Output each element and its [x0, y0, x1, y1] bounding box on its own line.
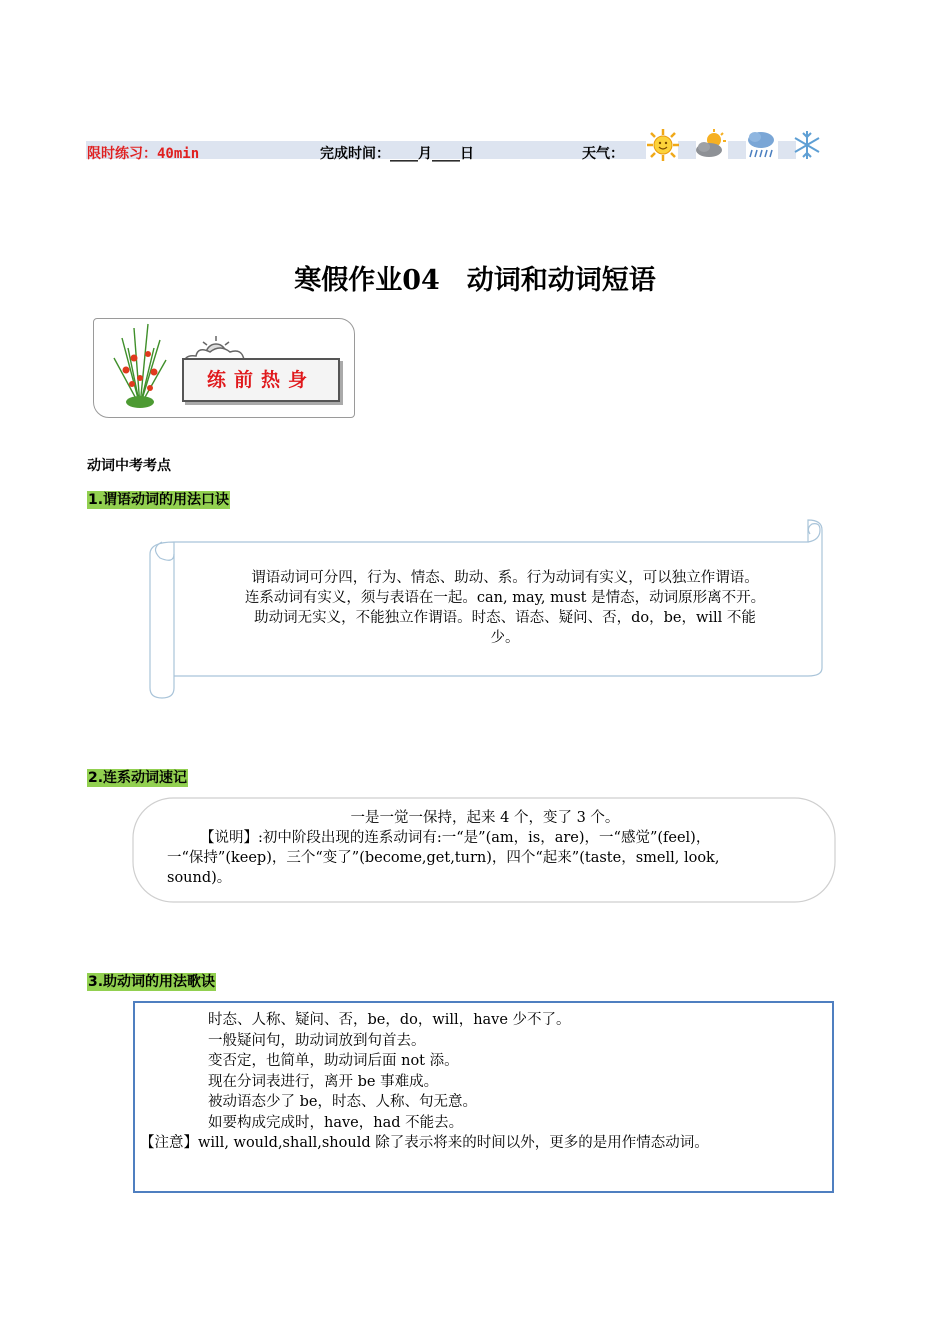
snowflake-icon	[790, 128, 824, 162]
text-line: 【说明】:初中阶段出现的连系动词有:一“是”(am，is，are)，一“感觉”(feel)，	[200, 830, 711, 846]
flower-plant-icon	[104, 318, 176, 410]
partly-cloudy-icon	[694, 128, 728, 162]
text-line: 时态、人称、疑问、否，be，do，will，have 少不了。	[208, 1012, 571, 1028]
rain-icon	[744, 128, 778, 162]
section-heading	[87, 971, 216, 991]
text-line: 被动语态少了 be，时态、人称、句无意。	[208, 1094, 477, 1110]
note-line: 【注意】will, would,shall,should 除了表示将来的时间以外，更多的是用作情态动词。	[140, 1135, 709, 1151]
weather-label: 天气：	[582, 146, 624, 162]
section1-heading: 1.谓语动词的用法口诀	[88, 492, 230, 508]
page-title: 寒假作业04 动词和动词短语	[294, 265, 656, 296]
text-line: 一般疑问句，助动词放到句首去。	[208, 1032, 426, 1049]
intro-heading: 动词中考考点	[87, 458, 171, 474]
time-limit: 限时练习：40min	[87, 146, 200, 162]
section-heading	[87, 767, 188, 787]
text-line: 现在分词表进行，离开 be 事难成。	[208, 1073, 439, 1090]
text-line: 一“保持”(keep)，三个“变了”(become,get,turn)，四个“起来”(taste，smell, look,	[167, 850, 720, 866]
text-line: 变否定，也简单，助动词后面 not 添。	[208, 1053, 459, 1069]
text-line: 如要构成完成时，have，had 不能去。	[208, 1114, 464, 1131]
text-line: 谓语动词可分四，行为、情态、助动、系。行为动词有实义，可以独立作谓语。	[251, 570, 759, 586]
section1-text	[205, 568, 805, 648]
section2-heading: 2.连系动词速记	[88, 770, 188, 786]
text-line: sound)。	[167, 870, 232, 886]
sun-icon	[646, 128, 680, 162]
section3-text	[140, 1010, 820, 1154]
warmup-label: 练前热身	[182, 358, 340, 402]
text-line: 连系动词有实义，须与表语在一起。can, may, must 是情态，动词原形离不开。	[244, 590, 766, 606]
text-line: 少。	[490, 630, 520, 646]
section3-heading: 3.助动词的用法歌诀	[88, 974, 216, 990]
completion-time: 完成时间：____月____日	[320, 146, 474, 162]
section2-text	[160, 808, 810, 888]
text-line: 助动词无实义，不能独立作谓语。时态、语态、疑问、否，do，be，will 不能	[254, 610, 756, 626]
text-line: 一是一觉一保持，起来 4 个，变了 3 个。	[350, 810, 620, 826]
section-heading	[87, 489, 230, 509]
